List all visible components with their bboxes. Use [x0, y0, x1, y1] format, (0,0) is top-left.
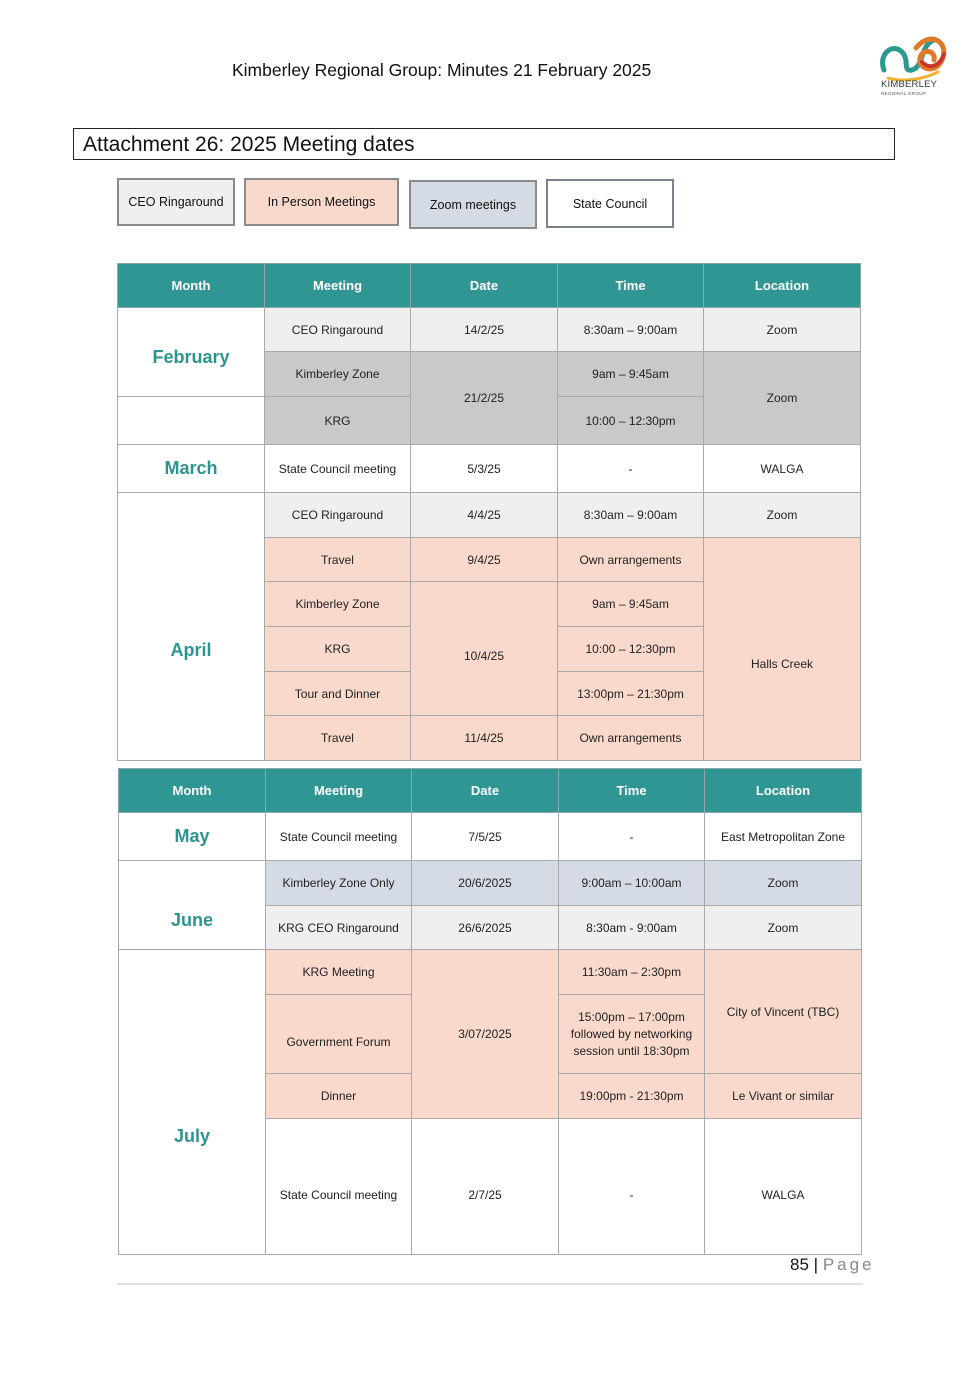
document-header-title: Kimberley Regional Group: Minutes 21 February 2025: [232, 60, 652, 80]
date-cell: 14/2/25: [411, 308, 558, 352]
location-cell: Zoom: [705, 861, 862, 906]
table-header-row: [119, 769, 862, 813]
time-cell: 8:30am - 9:00am: [559, 906, 705, 950]
meeting-cell: CEO Ringaround: [265, 308, 411, 352]
time-cell: 13:00pm – 21:30pm: [558, 672, 704, 716]
column-header-location: Location: [704, 264, 861, 308]
meeting-cell: Travel: [265, 716, 411, 761]
date-cell: 10/4/25: [411, 582, 558, 716]
attachment-title: Attachment 26: 2025 Meeting dates: [73, 128, 895, 160]
logo-wordmark: KIMBERLEY: [881, 79, 938, 90]
page-separator: |: [813, 1255, 819, 1274]
time-line: followed by networking: [570, 1026, 693, 1041]
date-cell: 3/07/2025: [412, 950, 559, 1119]
table-row: [118, 308, 861, 352]
month-cell-empty: [118, 397, 265, 445]
time-cell: 19:00pm - 21:30pm: [559, 1074, 705, 1119]
location-cell: WALGA: [704, 445, 861, 493]
meeting-cell: KRG: [265, 627, 411, 672]
page-word: Page: [822, 1255, 875, 1274]
time-cell: -: [558, 445, 704, 493]
page-footer: [790, 1255, 875, 1275]
date-cell: 7/5/25: [412, 813, 559, 861]
month-cell-may: May: [119, 813, 266, 861]
date-cell: 5/3/25: [411, 445, 558, 493]
meeting-cell: Government Forum: [266, 995, 412, 1074]
date-cell: 20/6/2025: [412, 861, 559, 906]
column-header-meeting: Meeting: [266, 769, 412, 813]
logo-subtitle: REGIONAL GROUP: [881, 91, 927, 96]
time-cell: -: [559, 1119, 705, 1255]
location-cell: WALGA: [705, 1119, 862, 1255]
time-cell: Own arrangements: [558, 716, 704, 761]
legend-zoom-meetings: Zoom meetings: [409, 180, 537, 229]
table-row: [119, 813, 862, 861]
month-cell-july: July: [119, 950, 266, 1255]
date-cell: 2/7/25: [412, 1119, 559, 1255]
time-cell: 10:00 – 12:30pm: [558, 627, 704, 672]
date-cell: 4/4/25: [411, 493, 558, 538]
month-cell-june: June: [119, 861, 266, 950]
page-number: 85: [790, 1255, 809, 1274]
location-cell: Halls Creek: [704, 538, 861, 761]
schedule-table-may-jul: [118, 768, 862, 1255]
location-cell: Le Vivant or similar: [705, 1074, 862, 1119]
meeting-cell: State Council meeting: [266, 813, 412, 861]
time-cell: 11:30am – 2:30pm: [559, 950, 705, 995]
month-cell-april: April: [118, 493, 265, 761]
legend-state-council: State Council: [546, 179, 674, 228]
column-header-date: Date: [412, 769, 559, 813]
date-cell: 26/6/2025: [412, 906, 559, 950]
table-row: [118, 493, 861, 538]
table-row: [119, 861, 862, 906]
meeting-cell: CEO Ringaround: [265, 493, 411, 538]
meeting-cell: Kimberley Zone: [265, 582, 411, 627]
location-cell: East Metropolitan Zone: [705, 813, 862, 861]
month-cell-march: March: [118, 445, 265, 493]
column-header-date: Date: [411, 264, 558, 308]
meeting-cell: KRG CEO Ringaround: [266, 906, 412, 950]
date-cell: 11/4/25: [411, 716, 558, 761]
table-row: [118, 445, 861, 493]
meeting-cell: KRG Meeting: [266, 950, 412, 995]
month-cell-february: February: [118, 308, 265, 397]
schedule-table-feb-apr: [117, 263, 861, 761]
meeting-cell: State Council meeting: [266, 1119, 412, 1255]
column-header-month: Month: [119, 769, 266, 813]
column-header-time: Time: [559, 769, 705, 813]
column-header-time: Time: [558, 264, 704, 308]
time-cell: 9am – 9:45am: [558, 352, 704, 397]
time-cell: 8:30am – 9:00am: [558, 308, 704, 352]
meeting-cell: Tour and Dinner: [265, 672, 411, 716]
column-header-location: Location: [705, 769, 862, 813]
footer-divider: [117, 1283, 863, 1285]
time-cell: 8:30am – 9:00am: [558, 493, 704, 538]
meeting-cell: KRG: [265, 397, 411, 445]
column-header-month: Month: [118, 264, 265, 308]
time-cell: 9:00am – 10:00am: [559, 861, 705, 906]
time-cell: Own arrangements: [558, 538, 704, 582]
location-cell: Zoom: [704, 493, 861, 538]
date-cell: 21/2/25: [411, 352, 558, 445]
meeting-cell: Kimberley Zone: [265, 352, 411, 397]
time-line: 15:00pm – 17:00pm: [578, 1009, 685, 1024]
legend-in-person-meetings: In Person Meetings: [244, 178, 399, 226]
meeting-cell: Kimberley Zone Only: [266, 861, 412, 906]
time-cell: 9am – 9:45am: [558, 582, 704, 627]
meeting-cell: Travel: [265, 538, 411, 582]
time-cell: -: [559, 813, 705, 861]
time-cell-multiline: [559, 995, 705, 1074]
time-line: session until 18:30pm: [573, 1043, 690, 1058]
time-cell: 10:00 – 12:30pm: [558, 397, 704, 445]
table-row: [119, 950, 862, 995]
location-cell: Zoom: [704, 308, 861, 352]
table-header-row: [118, 264, 861, 308]
date-cell: 9/4/25: [411, 538, 558, 582]
location-cell: Zoom: [705, 906, 862, 950]
meeting-cell: State Council meeting: [265, 445, 411, 493]
location-cell: City of Vincent (TBC): [705, 950, 862, 1074]
column-header-meeting: Meeting: [265, 264, 411, 308]
location-cell: Zoom: [704, 352, 861, 445]
meeting-cell: Dinner: [266, 1074, 412, 1119]
legend-ceo-ringaround: CEO Ringaround: [117, 178, 235, 226]
